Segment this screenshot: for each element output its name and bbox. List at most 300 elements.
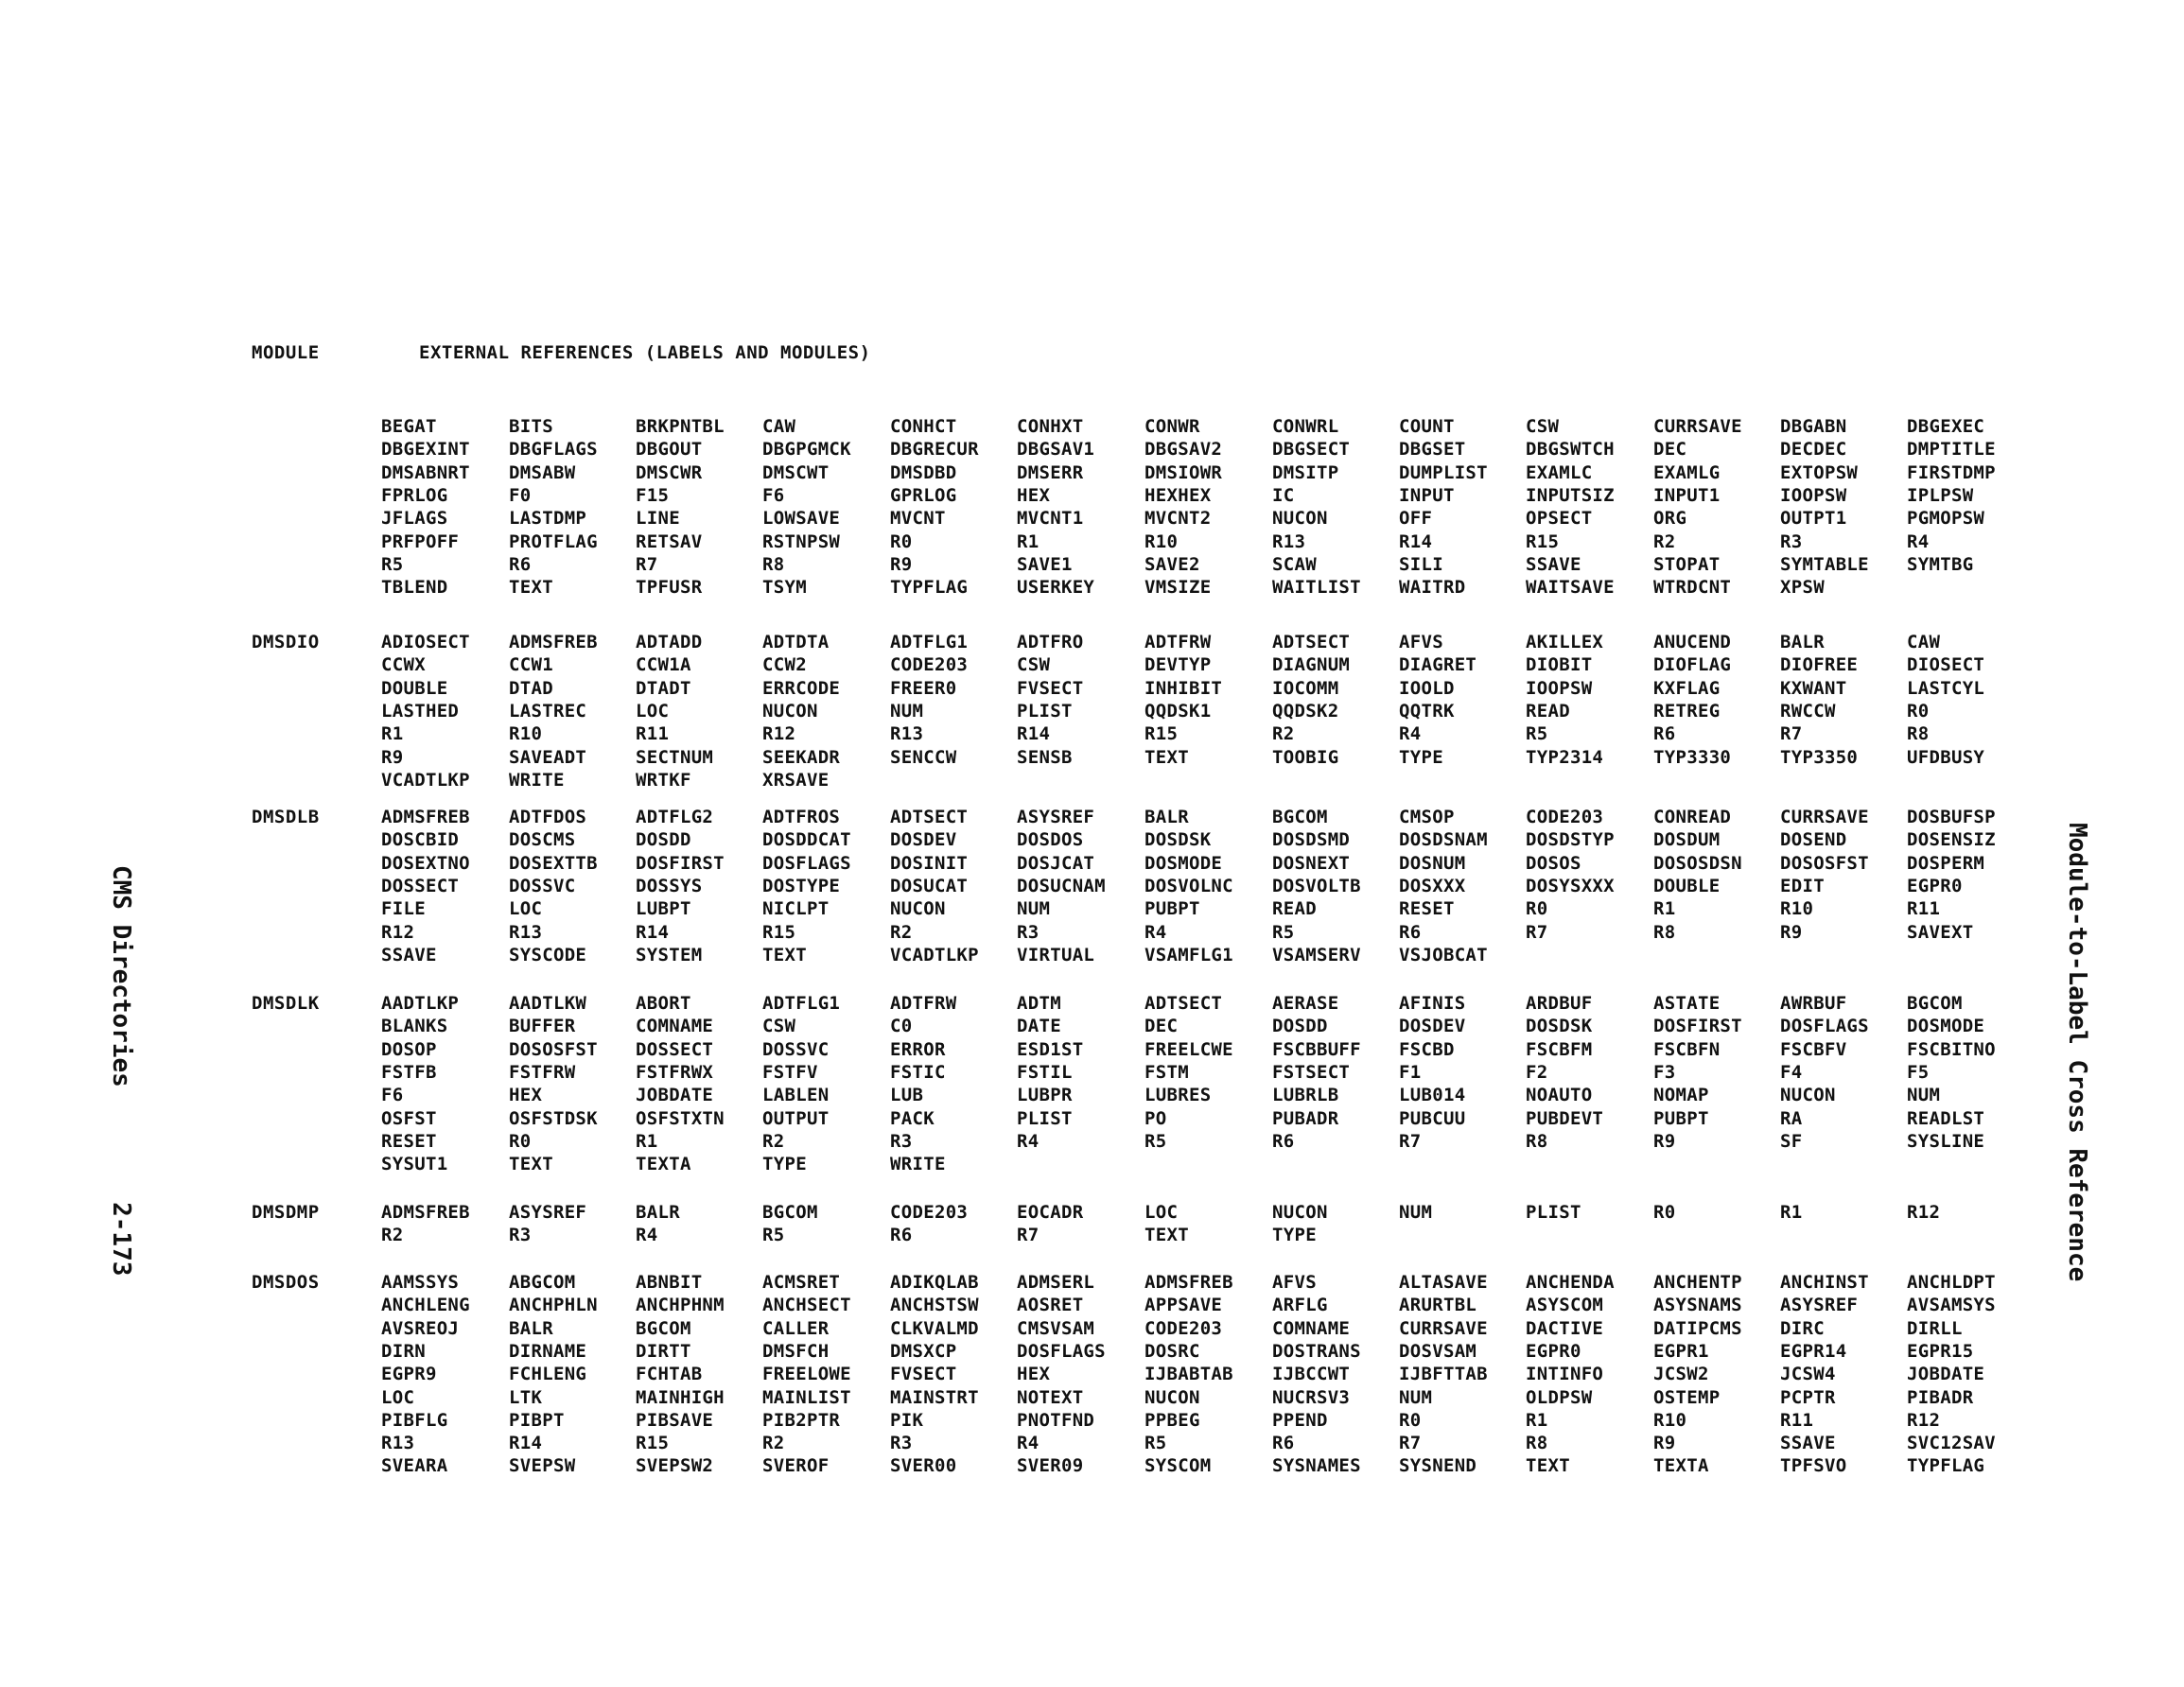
- reference-label: COMNAME: [1272, 1317, 1351, 1339]
- reference-label: GPRLOG: [890, 484, 957, 506]
- reference-label: IOOPSW: [1780, 484, 1847, 506]
- reference-label: F15: [636, 484, 670, 506]
- reference-label: R12: [1907, 1202, 1941, 1223]
- reference-label: DOSFLAGS: [1017, 1340, 1106, 1362]
- reference-label: DOSRC: [1144, 1340, 1200, 1362]
- reference-label: SYSNEND: [1399, 1455, 1477, 1477]
- reference-label: ANCHENTP: [1653, 1272, 1742, 1293]
- reference-label: DOSVOLTB: [1272, 875, 1361, 896]
- reference-label: ANCHSECT: [762, 1295, 851, 1316]
- reference-label: R5: [1272, 921, 1295, 943]
- reference-label: R5: [1144, 1433, 1167, 1454]
- reference-label: DOSPERM: [1907, 852, 1985, 874]
- reference-label: FSCBD: [1399, 1038, 1455, 1060]
- reference-label: CCWX: [381, 654, 426, 676]
- reference-label: SYSNAMES: [1272, 1455, 1361, 1477]
- reference-label: IOOLD: [1399, 677, 1455, 699]
- reference-label: JOBDATE: [1907, 1364, 1985, 1385]
- reference-label: OSFSTDSK: [509, 1107, 598, 1129]
- reference-label: DOSOSFST: [509, 1038, 598, 1060]
- reference-label: TYPE: [762, 1154, 807, 1175]
- reference-label: DATE: [1017, 1016, 1061, 1037]
- reference-label: ASYSCOM: [1526, 1295, 1604, 1316]
- reference-label: FSCBITNO: [1907, 1038, 1996, 1060]
- reference-label: DEC: [1144, 1016, 1179, 1037]
- reference-label: R9: [890, 553, 913, 575]
- reference-label: CAW: [1907, 632, 1941, 652]
- reference-label: CONWR: [1144, 416, 1200, 437]
- reference-label: DBGABN: [1780, 416, 1847, 437]
- reference-label: F0: [509, 484, 532, 506]
- reference-label: NUCON: [890, 898, 946, 920]
- reference-label: IOOPSW: [1526, 677, 1593, 699]
- reference-label: DOSDSK: [1144, 829, 1212, 851]
- reference-label: CMSVSAM: [1017, 1317, 1095, 1339]
- reference-label: R0: [1653, 1202, 1676, 1223]
- reference-label: TEXT: [762, 944, 807, 965]
- reference-label: READ: [1526, 700, 1570, 722]
- reference-label: EOCADR: [1017, 1202, 1084, 1223]
- reference-label: CONHXT: [1017, 416, 1084, 437]
- reference-label: DOSSECT: [636, 1038, 714, 1060]
- reference-label: MVCNT2: [1144, 508, 1212, 530]
- reference-label: R11: [1907, 898, 1941, 920]
- reference-label: DMSFCH: [762, 1340, 830, 1362]
- reference-label: FSTM: [1144, 1061, 1189, 1083]
- reference-label: ADTFLG1: [890, 632, 969, 652]
- reference-label: NOMAP: [1653, 1085, 1709, 1106]
- reference-label: DUMPLIST: [1399, 461, 1488, 483]
- reference-label: WTRDCNT: [1653, 577, 1732, 599]
- reference-label: SAVEXT: [1907, 921, 1974, 943]
- reference-label: R4: [636, 1225, 658, 1246]
- reference-label: PLIST: [1017, 700, 1073, 722]
- reference-label: LOWSAVE: [762, 508, 841, 530]
- reference-label: PLIST: [1526, 1202, 1581, 1223]
- reference-label: PLIST: [1017, 1107, 1073, 1129]
- reference-label: F2: [1526, 1061, 1548, 1083]
- reference-label: R10: [1144, 530, 1179, 552]
- reference-label: LASTDMP: [509, 508, 587, 530]
- reference-label: PCPTR: [1780, 1386, 1836, 1408]
- reference-label: FSTFRWX: [636, 1061, 714, 1083]
- module-name: DMSDLB: [252, 807, 320, 827]
- reference-label: BEGAT: [381, 416, 437, 437]
- reference-label: ADTFLG1: [762, 993, 841, 1014]
- reference-label: CCW2: [762, 654, 807, 676]
- reference-label: DBGOUT: [636, 439, 703, 461]
- reference-label: OFF: [1399, 508, 1433, 530]
- reference-label: BUFFER: [509, 1016, 576, 1037]
- reference-label: AVSAMSYS: [1907, 1295, 1996, 1316]
- reference-label: R1: [1780, 1202, 1803, 1223]
- reference-label: NUM: [1399, 1202, 1433, 1223]
- reference-label: F4: [1780, 1061, 1803, 1083]
- reference-label: EXAMLC: [1526, 461, 1593, 483]
- reference-label: KXFLAG: [1653, 677, 1721, 699]
- reference-label: R6: [890, 1225, 913, 1246]
- reference-label: R14: [509, 1433, 543, 1454]
- reference-label: DOSTYPE: [762, 875, 841, 896]
- reference-label: TYP3330: [1653, 746, 1732, 768]
- reference-label: R3: [890, 1130, 913, 1152]
- reference-label: PIB2PTR: [762, 1409, 841, 1431]
- reference-label: INHIBIT: [1144, 677, 1223, 699]
- reference-label: DOSOS: [1526, 852, 1581, 874]
- reference-label: DIOSECT: [1907, 654, 1985, 676]
- reference-label: DBGSWTCH: [1526, 439, 1615, 461]
- module-name: DMSDIO: [252, 632, 320, 652]
- reference-label: AFVS: [1272, 1272, 1317, 1293]
- reference-label: DOSVOLNC: [1144, 875, 1233, 896]
- reference-label: AFINIS: [1399, 993, 1466, 1014]
- left-margin-footer: [107, 865, 135, 1527]
- module-column-header: MODULE: [252, 342, 320, 363]
- reference-label: SAVEADT: [509, 746, 587, 768]
- reference-label: F1: [1399, 1061, 1422, 1083]
- reference-label: PIK: [890, 1409, 924, 1431]
- reference-label: DOSNUM: [1399, 852, 1466, 874]
- reference-label: R6: [1399, 921, 1422, 943]
- reference-label: ABNBIT: [636, 1272, 703, 1293]
- reference-label: ADTSECT: [890, 807, 969, 827]
- reference-label: DIOBIT: [1526, 654, 1593, 676]
- reference-label: DBGEXINT: [381, 439, 470, 461]
- reference-label: R14: [636, 921, 670, 943]
- reference-label: LOC: [1144, 1202, 1179, 1223]
- reference-label: FSTIL: [1017, 1061, 1073, 1083]
- reference-label: DIOFLAG: [1653, 654, 1732, 676]
- reference-label: SCAW: [1272, 553, 1317, 575]
- reference-label: DOSDD: [1272, 1016, 1328, 1037]
- reference-label: DOSXXX: [1399, 875, 1466, 896]
- reference-label: ANCHLENG: [381, 1295, 470, 1316]
- reference-label: DOSCBID: [381, 829, 460, 851]
- reference-label: TYPE: [1272, 1225, 1317, 1246]
- reference-label: BRKPNTBL: [636, 416, 725, 437]
- reference-label: QQDSK1: [1144, 700, 1212, 722]
- reference-label: DACTIVE: [1526, 1317, 1604, 1339]
- reference-label: ERROR: [890, 1038, 946, 1060]
- reference-label: DIRNAME: [509, 1340, 587, 1362]
- reference-label: TOOBIG: [1272, 746, 1339, 768]
- reference-label: AOSRET: [1017, 1295, 1084, 1316]
- reference-label: NUCRSV3: [1272, 1386, 1351, 1408]
- reference-label: R9: [1780, 921, 1803, 943]
- reference-label: NICLPT: [762, 898, 830, 920]
- reference-label: LASTHED: [381, 700, 460, 722]
- reference-label: R8: [1526, 1433, 1548, 1454]
- reference-label: CURRSAVE: [1780, 807, 1869, 827]
- reference-label: ABORT: [636, 993, 691, 1014]
- reference-label: TYP2314: [1526, 746, 1604, 768]
- reference-label: TEXTA: [636, 1154, 691, 1175]
- reference-label: AFVS: [1399, 632, 1443, 652]
- reference-label: PPBEG: [1144, 1409, 1200, 1431]
- reference-label: OLDPSW: [1526, 1386, 1593, 1408]
- reference-label: DTAD: [509, 677, 553, 699]
- reference-label: PIBFLG: [381, 1409, 448, 1431]
- module-name: DMSDMP: [252, 1202, 320, 1223]
- reference-label: DOSMODE: [1907, 1016, 1985, 1037]
- reference-label: MVCNT: [890, 508, 946, 530]
- reference-label: DIOFREE: [1780, 654, 1859, 676]
- reference-label: R7: [1399, 1130, 1422, 1152]
- reference-label: DMSCWR: [636, 461, 703, 483]
- reference-label: SVEPSW: [509, 1455, 576, 1477]
- reference-label: TEXT: [509, 577, 553, 599]
- reference-label: DOSENSIZ: [1907, 829, 1996, 851]
- reference-label: C0: [890, 1016, 913, 1037]
- reference-label: PACK: [890, 1107, 935, 1129]
- reference-label: SYSCOM: [1144, 1455, 1212, 1477]
- reference-label: FCHLENG: [509, 1364, 587, 1385]
- reference-label: BALR: [509, 1317, 553, 1339]
- reference-label: DBGSET: [1399, 439, 1466, 461]
- reference-label: NUM: [1907, 1085, 1941, 1106]
- reference-label: EGPR15: [1907, 1340, 1974, 1362]
- reference-label: ESD1ST: [1017, 1038, 1084, 1060]
- reference-label: NUCON: [1272, 1202, 1328, 1223]
- reference-label: EGPR9: [381, 1364, 437, 1385]
- reference-label: BGCOM: [636, 1317, 691, 1339]
- reference-label: NUCON: [1272, 508, 1328, 530]
- reference-label: ADTM: [1017, 993, 1061, 1014]
- reference-label: DIRC: [1780, 1317, 1825, 1339]
- reference-label: R11: [1780, 1409, 1814, 1431]
- reference-label: TYPFLAG: [890, 577, 969, 599]
- external-references-header: EXTERNAL REFERENCES (LABELS AND MODULES): [419, 342, 871, 363]
- reference-label: MVCNT1: [1017, 508, 1084, 530]
- reference-label: R9: [1653, 1433, 1676, 1454]
- reference-label: FSTFV: [762, 1061, 818, 1083]
- reference-label: R5: [1526, 723, 1548, 745]
- reference-label: SVEROF: [762, 1455, 830, 1477]
- right-margin-title: Module-to-Label Cross Reference: [2063, 823, 2091, 1282]
- reference-label: FSCBFM: [1526, 1038, 1593, 1060]
- reference-label: FVSECT: [890, 1364, 957, 1385]
- reference-label: SYSTEM: [636, 944, 703, 965]
- reference-label: LASTREC: [509, 700, 587, 722]
- reference-label: ASYSREF: [1780, 1295, 1859, 1316]
- reference-label: OUTPUT: [762, 1107, 830, 1129]
- reference-label: R15: [762, 921, 796, 943]
- reference-label: DBGRECUR: [890, 439, 979, 461]
- reference-label: DOUBLE: [1653, 875, 1721, 896]
- reference-label: CODE203: [1144, 1317, 1223, 1339]
- reference-label: F3: [1653, 1061, 1676, 1083]
- reference-label: R12: [381, 921, 415, 943]
- reference-label: R2: [1272, 723, 1295, 745]
- reference-label: DOSUCNAM: [1017, 875, 1106, 896]
- reference-label: CURRSAVE: [1653, 416, 1742, 437]
- reference-label: RWCCW: [1780, 700, 1836, 722]
- reference-label: BITS: [509, 416, 553, 437]
- reference-label: R10: [509, 723, 543, 745]
- reference-label: NUCON: [762, 700, 818, 722]
- reference-label: FCHTAB: [636, 1364, 703, 1385]
- reference-label: RETREG: [1653, 700, 1721, 722]
- reference-label: DOSSVC: [762, 1038, 830, 1060]
- reference-label: ANCHINST: [1780, 1272, 1869, 1293]
- reference-label: STOPAT: [1653, 553, 1721, 575]
- reference-label: AKILLEX: [1526, 632, 1604, 652]
- reference-label: DOSSVC: [509, 875, 576, 896]
- reference-label: TSYM: [762, 577, 807, 599]
- reference-label: ANCHLDPT: [1907, 1272, 1996, 1293]
- reference-label: LTK: [509, 1386, 543, 1408]
- reference-label: DMSERR: [1017, 461, 1084, 483]
- reference-label: CCW1A: [636, 654, 691, 676]
- reference-label: AADTLKP: [381, 993, 460, 1014]
- reference-label: RSTNPSW: [762, 530, 841, 552]
- reference-label: TPFSVO: [1780, 1455, 1847, 1477]
- reference-label: PIBADR: [1907, 1386, 1974, 1408]
- reference-label: R1: [1653, 898, 1676, 920]
- reference-label: R11: [636, 723, 670, 745]
- reference-label: NUM: [1017, 898, 1051, 920]
- reference-label: ASYSREF: [509, 1202, 587, 1223]
- reference-label: LINE: [636, 508, 680, 530]
- reference-label: COMNAME: [636, 1016, 714, 1037]
- reference-label: DBGEXEC: [1907, 416, 1985, 437]
- reference-label: IPLPSW: [1907, 484, 1974, 506]
- reference-label: R7: [1017, 1225, 1040, 1246]
- reference-label: ORG: [1653, 508, 1687, 530]
- reference-label: ANCHPHNM: [636, 1295, 725, 1316]
- reference-label: SENCCW: [890, 746, 957, 768]
- reference-label: EDIT: [1780, 875, 1825, 896]
- reference-label: ADTFDOS: [509, 807, 587, 827]
- reference-label: KXWANT: [1780, 677, 1847, 699]
- reference-label: BGCOM: [1272, 807, 1328, 827]
- reference-label: R13: [381, 1433, 415, 1454]
- reference-label: NOTEXT: [1017, 1386, 1084, 1408]
- reference-label: OUTPT1: [1780, 508, 1847, 530]
- reference-label: OSFSTXTN: [636, 1107, 725, 1129]
- reference-label: CMSOP: [1399, 807, 1455, 827]
- reference-label: TYPE: [1399, 746, 1443, 768]
- reference-label: CLKVALMD: [890, 1317, 979, 1339]
- reference-label: FSTIC: [890, 1061, 946, 1083]
- reference-label: TEXT: [509, 1154, 553, 1175]
- reference-label: R13: [509, 921, 543, 943]
- reference-label: R1: [636, 1130, 658, 1152]
- reference-label: WAITRD: [1399, 577, 1466, 599]
- reference-label: R3: [890, 1433, 913, 1454]
- reference-label: EXTOPSW: [1780, 461, 1859, 483]
- reference-label: FSCBFN: [1653, 1038, 1721, 1060]
- reference-label: R5: [1144, 1130, 1167, 1152]
- reference-label: DBGSAV2: [1144, 439, 1223, 461]
- reference-label: R15: [636, 1433, 670, 1454]
- reference-label: DOSNEXT: [1272, 852, 1351, 874]
- reference-label: SECTNUM: [636, 746, 714, 768]
- reference-label: R2: [762, 1433, 785, 1454]
- reference-label: R4: [1399, 723, 1422, 745]
- reference-label: LASTCYL: [1907, 677, 1985, 699]
- reference-label: ARDBUF: [1526, 993, 1593, 1014]
- reference-label: SF: [1780, 1130, 1803, 1152]
- reference-label: PRFPOFF: [381, 530, 460, 552]
- reference-label: CSW: [762, 1016, 796, 1037]
- reference-label: PUBPT: [1653, 1107, 1709, 1129]
- reference-label: R8: [1907, 723, 1930, 745]
- reference-label: BALR: [1780, 632, 1825, 652]
- reference-label: R6: [1272, 1433, 1295, 1454]
- reference-label: IJBABTAB: [1144, 1364, 1233, 1385]
- reference-label: CONWRL: [1272, 416, 1339, 437]
- reference-label: PUBDEVT: [1526, 1107, 1604, 1129]
- reference-label: LUB: [890, 1085, 924, 1106]
- reference-label: SYSLINE: [1907, 1130, 1985, 1152]
- reference-label: WRITE: [509, 769, 565, 791]
- reference-label: R3: [1780, 530, 1803, 552]
- reference-label: PPEND: [1272, 1409, 1328, 1431]
- reference-label: DOSCMS: [509, 829, 576, 851]
- reference-label: JCSW2: [1653, 1364, 1709, 1385]
- reference-label: DEC: [1653, 439, 1687, 461]
- reference-label: DOSBUFSP: [1907, 807, 1996, 827]
- reference-label: SVEARA: [381, 1455, 448, 1477]
- reference-label: VCADTLKP: [890, 944, 979, 965]
- reference-label: ADTFRO: [1017, 632, 1084, 652]
- reference-label: ACMSRET: [762, 1272, 841, 1293]
- reference-label: R13: [890, 723, 924, 745]
- reference-label: DBGSAV1: [1017, 439, 1095, 461]
- reference-label: ASTATE: [1653, 993, 1721, 1014]
- reference-label: R8: [1526, 1130, 1548, 1152]
- reference-label: FREELOWE: [762, 1364, 851, 1385]
- reference-label: NUM: [890, 700, 924, 722]
- reference-label: TYPFLAG: [1907, 1455, 1985, 1477]
- reference-label: FSCBBUFF: [1272, 1038, 1361, 1060]
- reference-label: R6: [1653, 723, 1676, 745]
- reference-label: R2: [381, 1225, 404, 1246]
- reference-label: VCADTLKP: [381, 769, 470, 791]
- reference-label: XPSW: [1780, 577, 1825, 599]
- reference-label: DOSDOS: [1017, 829, 1084, 851]
- reference-label: EXAMLG: [1653, 461, 1721, 483]
- reference-label: SEEKADR: [762, 746, 841, 768]
- reference-label: DBGFLAGS: [509, 439, 598, 461]
- reference-label: TPFUSR: [636, 577, 703, 599]
- reference-label: DIRTT: [636, 1340, 691, 1362]
- reference-label: R9: [1653, 1130, 1676, 1152]
- reference-label: DOSSECT: [381, 875, 460, 896]
- reference-label: CALLER: [762, 1317, 830, 1339]
- reference-label: AERASE: [1272, 993, 1339, 1014]
- reference-label: ERRCODE: [762, 677, 841, 699]
- reference-label: INPUTSIZ: [1526, 484, 1615, 506]
- reference-label: R0: [1907, 700, 1930, 722]
- reference-label: DIRLL: [1907, 1317, 1963, 1339]
- reference-label: R8: [762, 553, 785, 575]
- reference-label: PIBSAVE: [636, 1409, 714, 1431]
- reference-label: DOSUCAT: [890, 875, 969, 896]
- reference-label: R0: [890, 530, 913, 552]
- reference-label: F5: [1907, 1061, 1930, 1083]
- reference-label: OSTEMP: [1653, 1386, 1721, 1408]
- reference-label: DOSFIRST: [1653, 1016, 1742, 1037]
- reference-label: BGCOM: [762, 1202, 818, 1223]
- reference-label: TEXT: [1526, 1455, 1570, 1477]
- reference-label: DOSDUM: [1653, 829, 1721, 851]
- reference-label: DOSTRANS: [1272, 1340, 1361, 1362]
- reference-label: DMSCWT: [762, 461, 830, 483]
- reference-label: VMSIZE: [1144, 577, 1212, 599]
- reference-label: SVER09: [1017, 1455, 1084, 1477]
